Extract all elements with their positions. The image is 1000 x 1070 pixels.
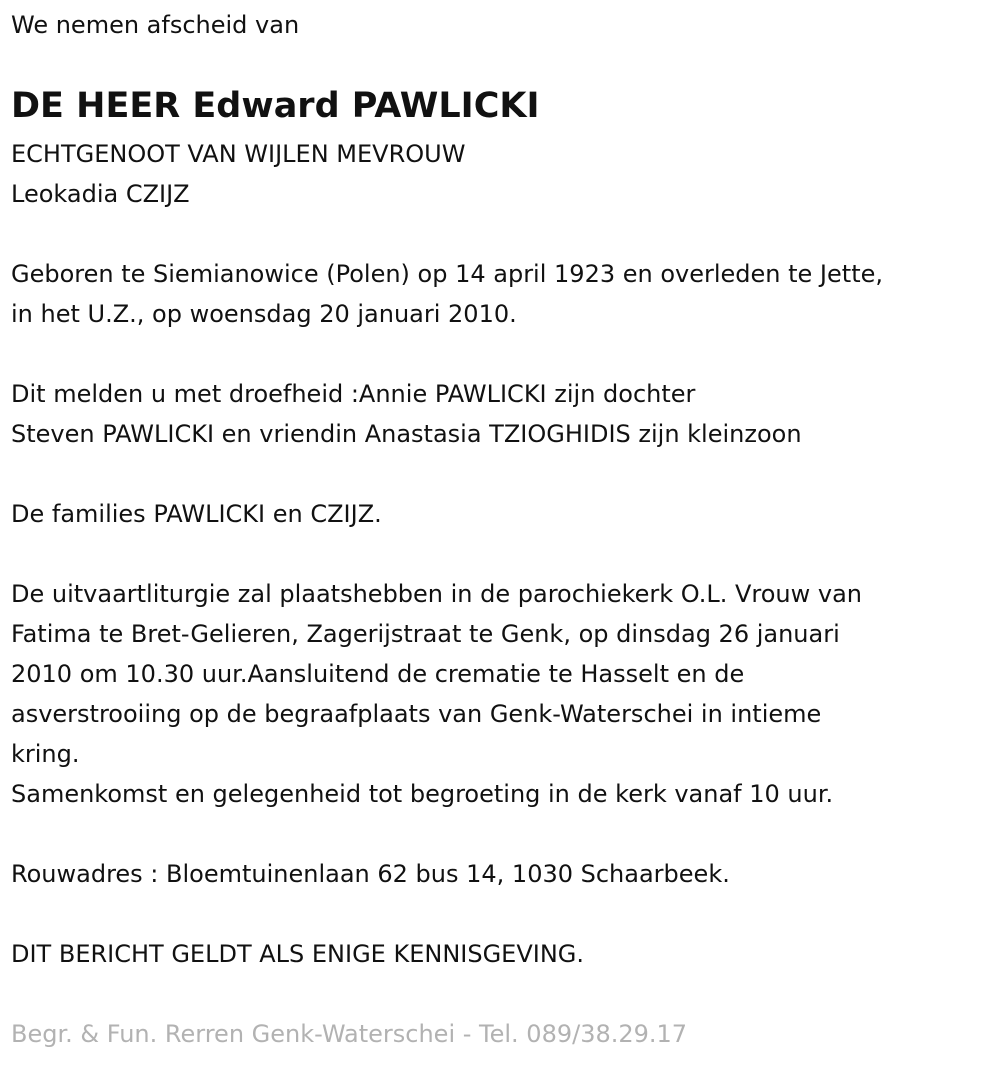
- footer-section: [11, 1014, 687, 1054]
- service-line: De uitvaartliturgie zal plaatshebben in de parochiekerk O.L. Vrouw van: [11, 580, 862, 608]
- service-line: Samenkomst en gelegenheid tot begroeting in de kerk vanaf 10 uur.: [11, 780, 834, 808]
- official-notice: DIT BERICHT GELDT ALS ENIGE KENNISGEVING.: [11, 940, 585, 968]
- spouse-section: [11, 134, 465, 214]
- service-line: Fatima te Bret-Gelieren, Zagerijstraat te Genk, op dinsdag 26 januari: [11, 620, 840, 648]
- spouse-line: Leokadia CZIJZ: [11, 180, 190, 208]
- birth-line: in het U.Z., op woensdag 20 januari 2010.: [11, 300, 517, 328]
- families-section: [11, 494, 382, 534]
- service-line: 2010 om 10.30 uur.Aansluitend de crematie te Hasselt en de: [11, 660, 745, 688]
- mourning-address: Rouwadres : Bloemtuinenlaan 62 bus 14, 1030 Schaarbeek.: [11, 860, 730, 888]
- official-notice-section: [11, 934, 584, 974]
- spouse-line: ECHTGENOOT VAN WIJLEN MEVROUW: [11, 140, 466, 168]
- funeral-home-footer: Begr. & Fun. Rerren Genk-Waterschei - Tel. 089/38.29.17: [11, 1020, 688, 1048]
- birth-line: Geboren te Siemianowice (Polen) op 14 april 1923 en overleden te Jette,: [11, 260, 883, 288]
- funeral-service-section: [11, 574, 862, 814]
- family-section: [11, 374, 802, 454]
- deceased-name: DE HEER Edward PAWLICKI: [11, 86, 540, 126]
- service-line: asverstrooiing op de begraafplaats van Genk-Waterschei in intieme: [11, 700, 822, 728]
- service-line: kring.: [11, 740, 80, 768]
- address-section: [11, 854, 730, 894]
- intro-text: We nemen afscheid van: [11, 11, 300, 39]
- birth-death-section: [11, 254, 883, 334]
- family-line: Steven PAWLICKI en vriendin Anastasia TZIOGHIDIS zijn kleinzoon: [11, 420, 802, 448]
- families-line: De families PAWLICKI en CZIJZ.: [11, 500, 382, 528]
- family-line: Dit melden u met droefheid :Annie PAWLICKI zijn dochter: [11, 380, 696, 408]
